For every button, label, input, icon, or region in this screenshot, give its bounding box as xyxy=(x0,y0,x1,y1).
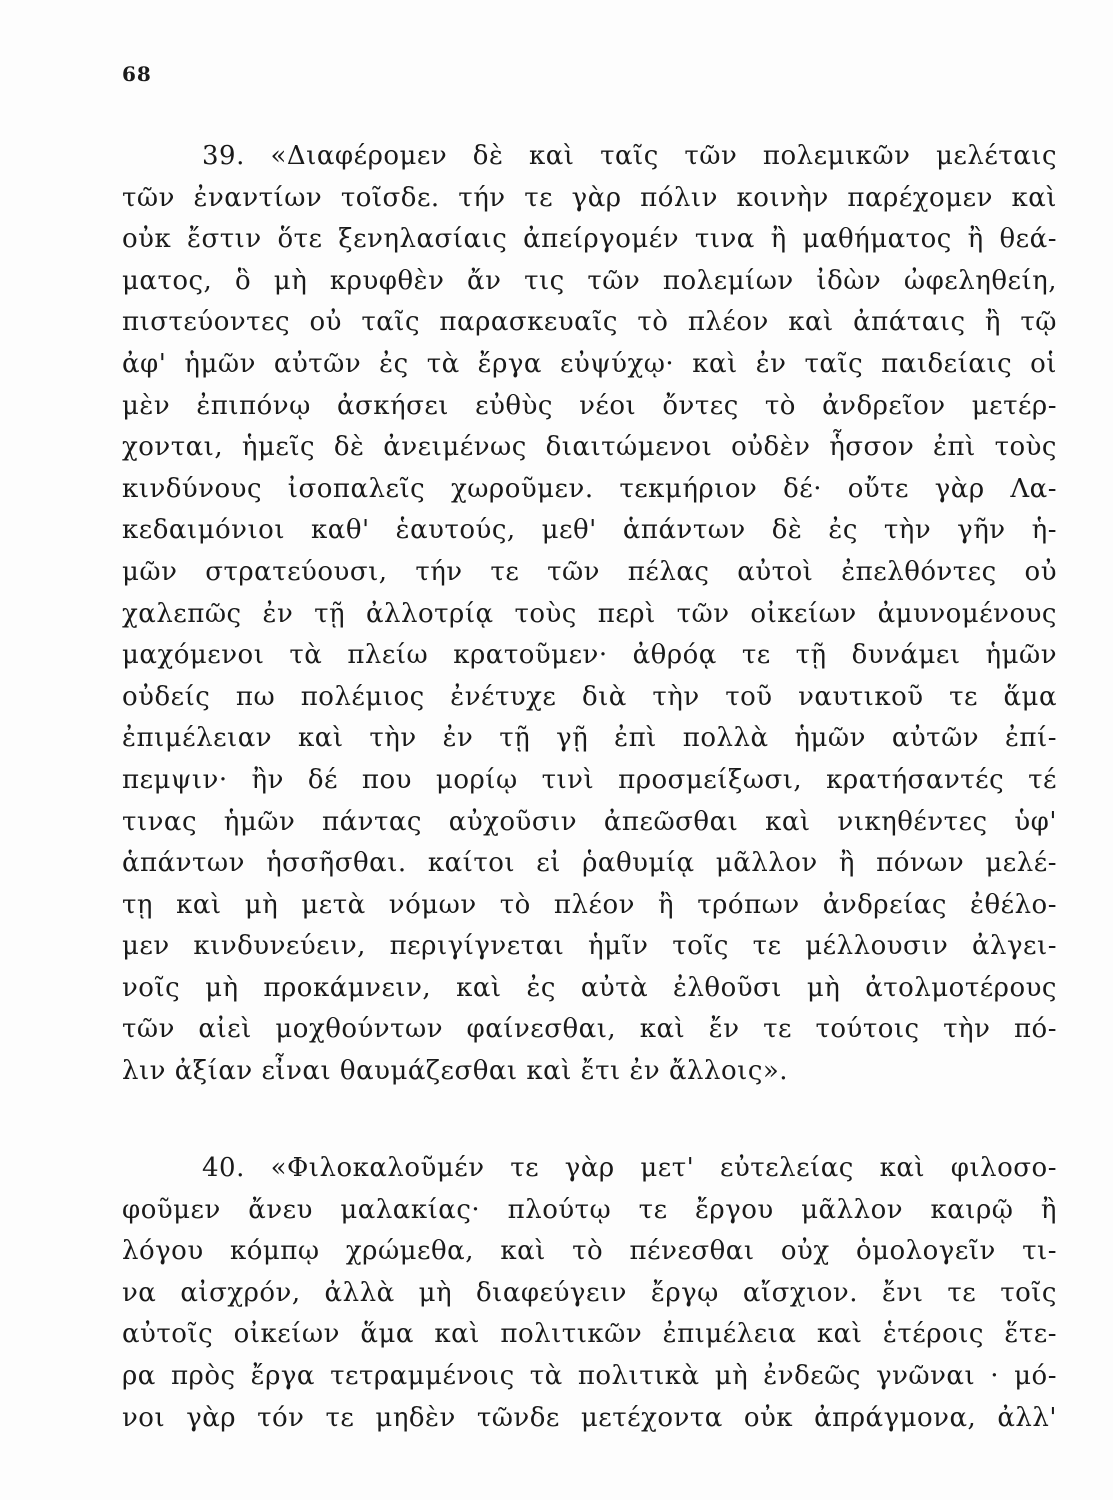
text-line: νοι γὰρ τόν τε μηδὲν τῶνδε μετέχοντα οὐκ ἀπράγμονα, ἀλλ' xyxy=(122,1402,1057,1433)
paragraph-number: 39. xyxy=(202,141,245,171)
text-line: τῃ καὶ μὴ μετὰ νόμων τὸ πλέον ἢ τρόπων ἀνδρείας ἐθέλο- xyxy=(122,889,1057,920)
text-line: ἐπιμέλειαν καὶ τὴν ἐν τῇ γῇ ἐπὶ πολλὰ ἡμῶν αὐτῶν ἐπί- xyxy=(122,723,1057,754)
text-line xyxy=(122,136,1057,178)
text-line: πεμψιν· ἢν δέ που μορίῳ τινὶ προσμείξωσι, κρατήσαντές τέ xyxy=(122,764,1057,795)
text-line: τῶν αἰεὶ μοχθούντων φαίνεσθαι, καὶ ἔν τε τούτοις τὴν πό- xyxy=(122,1014,1057,1045)
text-line: ἀφ' ἡμῶν αὐτῶν ἐς τὰ ἔργα εὐψύχῳ· καὶ ἐν ταῖς παιδείαις οἱ xyxy=(122,348,1057,379)
text-line xyxy=(122,1148,1057,1190)
text-line: χαλεπῶς ἐν τῇ ἀλλοτρίᾳ τοὺς περὶ τῶν οἰκείων ἀμυνομένους xyxy=(122,598,1057,629)
paragraph-40 xyxy=(122,1148,1057,1439)
text-line: ἁπάντων ἡσσῆσθαι. καίτοι εἰ ῥαθυμίᾳ μᾶλλον ἢ πόνων μελέ- xyxy=(122,848,1057,879)
text-line: πιστεύοντες οὐ ταῖς παρασκευαῖς τὸ πλέον καὶ ἀπάταις ἢ τῷ xyxy=(122,307,1057,338)
text-line: τινας ἡμῶν πάντας αὐχοῦσιν ἀπεῶσθαι καὶ νικηθέντες ὑφ' xyxy=(122,806,1057,837)
text-line: φοῦμεν ἄνευ μαλακίας· πλούτῳ τε ἔργου μᾶλλον καιρῷ ἢ xyxy=(122,1194,1057,1225)
paragraph-39 xyxy=(122,136,1057,1093)
text-line: νοῖς μὴ προκάμνειν, καὶ ἐς αὐτὰ ἐλθοῦσι μὴ ἀτολμοτέρους xyxy=(122,972,1057,1003)
paragraph-number: 40. xyxy=(202,1153,245,1183)
page-number: 68 xyxy=(122,62,152,86)
line-text: «Φιλοκαλοῦμέν τε γὰρ μετ' εὐτελείας καὶ φιλοσο- xyxy=(270,1153,1057,1183)
text-line: αὐτοῖς οἰκείων ἅμα καὶ πολιτικῶν ἐπιμέλεια καὶ ἑτέροις ἕτε- xyxy=(122,1319,1057,1350)
text-line: οὐδείς πω πολέμιος ἐνέτυχε διὰ τὴν τοῦ ναυτικοῦ τε ἅμα xyxy=(122,681,1057,712)
line-text: «Διαφέρομεν δὲ καὶ ταῖς τῶν πολεμικῶν μελέταις xyxy=(270,141,1058,171)
text-line: τῶν ἐναντίων τοῖσδε. τήν τε γὰρ πόλιν κοινὴν παρέχομεν καὶ xyxy=(122,182,1057,213)
text-line: μῶν στρατεύουσι, τήν τε τῶν πέλας αὐτοὶ ἐπελθόντες οὐ xyxy=(122,556,1057,587)
text-line: μὲν ἐπιπόνῳ ἀσκήσει εὐθὺς νέοι ὄντες τὸ ἀνδρεῖον μετέρ- xyxy=(122,390,1057,421)
text-line: μεν κινδυνεύειν, περιγίγνεται ἡμῖν τοῖς τε μέλλουσιν ἀλγει- xyxy=(122,931,1057,962)
text-line: να αἰσχρόν, ἀλλὰ μὴ διαφεύγειν ἔργῳ αἴσχιον. ἔνι τε τοῖς xyxy=(122,1277,1057,1308)
text-line: κεδαιμόνιοι καθ' ἑαυτούς, μεθ' ἁπάντων δὲ ἐς τὴν γῆν ἡ- xyxy=(122,515,1057,546)
text-line: κινδύνους ἰσοπαλεῖς χωροῦμεν. τεκμήριον δέ· οὔτε γὰρ Λα- xyxy=(122,473,1057,504)
text-line: λιν ἀξίαν εἶναι θαυμάζεσθαι καὶ ἔτι ἐν ἄλλοις». xyxy=(122,1056,789,1087)
text-line: λόγου κόμπῳ χρώμεθα, καὶ τὸ πένεσθαι οὐχ ὁμολογεῖν τι- xyxy=(122,1236,1057,1267)
text-line: ρα πρὸς ἔργα τετραμμένοις τὰ πολιτικὰ μὴ ἐνδεῶς γνῶναι · μό- xyxy=(122,1360,1057,1391)
text-line: ματος, ὃ μὴ κρυφθὲν ἄν τις τῶν πολεμίων ἰδὼν ὠφεληθείη, xyxy=(122,265,1057,296)
text-line: χονται, ἡμεῖς δὲ ἀνειμένως διαιτώμενοι οὐδὲν ἧσσον ἐπὶ τοὺς xyxy=(122,432,1057,463)
text-line: μαχόμενοι τὰ πλείω κρατοῦμεν· ἀθρόᾳ τε τῇ δυνάμει ἡμῶν xyxy=(122,640,1057,671)
text-line: οὐκ ἔστιν ὅτε ξενηλασίαις ἀπείργομέν τινα ἢ μαθήματος ἢ θεά- xyxy=(122,224,1057,255)
